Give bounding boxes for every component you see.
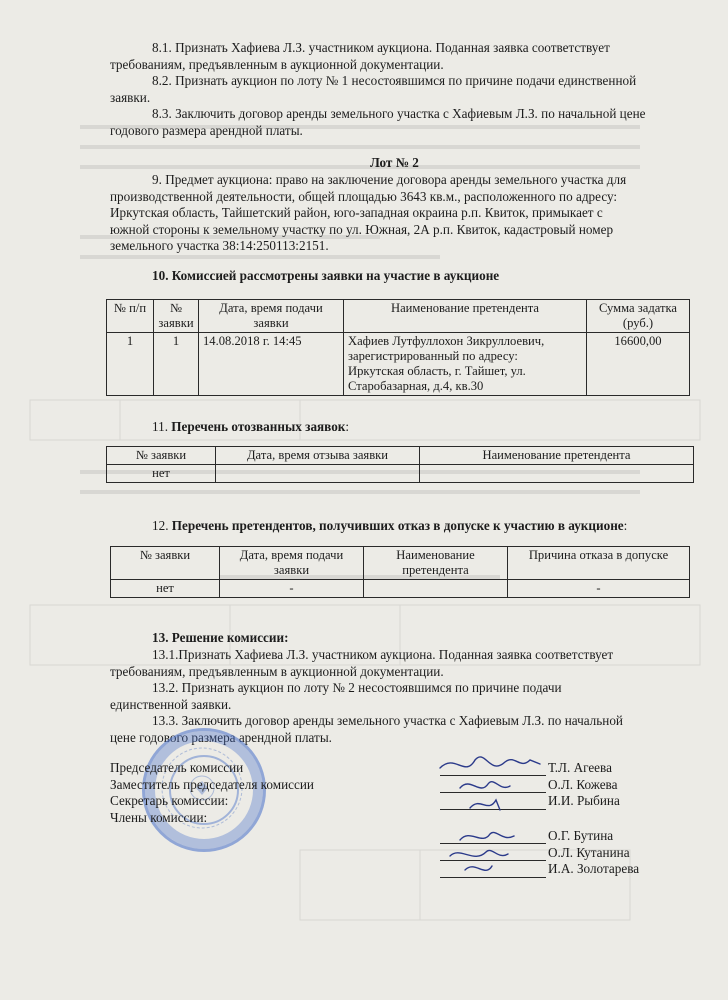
col-header-app: № заявки [111, 547, 220, 580]
table-row [107, 465, 694, 483]
table-row [111, 580, 690, 598]
col-header-name: Наименование претендента [344, 300, 587, 333]
section-11-number: 11. [152, 419, 168, 434]
lot-line: южной стороны к земельному участку по ул. Южная, 2А р.п. Квиток, кадастровый номер [110, 221, 614, 237]
lot-line: производственной деятельности, общей площадью 3643 кв.м., расположенного по адресу: [110, 188, 618, 204]
clause-8-2-line2: заявки. [110, 89, 151, 105]
cell-date: 14.08.2018 г. 14:45 [199, 333, 344, 396]
applications-table [106, 299, 690, 396]
lot-title: Лот № 2 [370, 155, 419, 170]
clause-8-2-line1: 8.2. Признать аукцион по лоту № 1 несостоявшимся по причине подачи единственной [152, 73, 637, 88]
clause-8-1-line2: требованиям, предъявленным в аукционной документации. [110, 56, 444, 72]
name-line: Иркутская область, г. Тайшет, ул. [348, 364, 526, 378]
table-header-row [111, 547, 690, 580]
cell-reason: - [508, 580, 690, 598]
clause-8-1 [110, 40, 685, 139]
col-header-date: Дата, время отзыва заявки [216, 447, 420, 465]
name-line: Хафиев Лутфуллохон Зикруллоевич, [348, 334, 545, 348]
section-11-title: Перечень отозванных заявок [171, 419, 346, 434]
role-deputy: Заместитель председателя комиссии [110, 776, 314, 792]
lot-subject [110, 172, 685, 255]
name-butina: О.Г. Бутина [548, 828, 614, 843]
section-10-heading: 10. Комиссией рассмотрены заявки на участие в аукционе [152, 268, 500, 283]
role-chair: Председатель комиссии [110, 760, 244, 775]
withdrawn-table [106, 446, 694, 483]
cell-name [344, 333, 587, 396]
clause-13-2-line1: 13.2. Признать аукцион по лоту № 2 несостоявшимся по причине подачи [152, 680, 562, 695]
section-12-colon: : [623, 518, 628, 533]
clause-8-3-line1: 8.3. Заключить договор аренды земельного участка с Хафиевым Л.З. по начальной цене [152, 106, 646, 121]
table-header-row [107, 447, 694, 465]
clause-13-2-line2: единственной заявки. [110, 696, 232, 712]
name-line: Старобазарная, д.4, кв.30 [348, 379, 484, 393]
col-header-app: № заявки [154, 300, 199, 333]
name-ageeva: Т.Л. Агеева [548, 760, 612, 775]
cell-date: - [220, 580, 364, 598]
section-12-heading [152, 518, 627, 535]
clause-8-1-line1: 8.1. Признать Хафиева Л.З. участником аукциона. Поданная заявка соответствует [152, 40, 610, 55]
section-13-heading: 13. Решение комиссии: [152, 630, 289, 645]
table-header-row [107, 300, 690, 333]
name-rybina: И.И. Рыбина [548, 793, 620, 808]
name-line: зарегистрированный по адресу: [348, 349, 518, 363]
name-kutanina: О.Л. Кутанина [548, 844, 630, 860]
cell-date [216, 465, 420, 483]
col-header-reason: Причина отказа в допуске [508, 547, 690, 580]
clause-13-3-line2: цене годового размера арендной платы. [110, 729, 332, 745]
section-12-number: 12. [152, 518, 169, 533]
col-header-date: Дата, время подачи заявки [220, 547, 364, 580]
cell-app: нет [107, 465, 216, 483]
rejected-table [110, 546, 690, 598]
name-kozheva: О.Л. Кожева [548, 776, 618, 792]
col-header-name: Наименование претендента [364, 547, 508, 580]
role-secretary: Секретарь комиссии: [110, 793, 229, 808]
col-header-num: № п/п [107, 300, 154, 333]
clause-13-1-line2: требованиям, предъявленным в аукционной документации. [110, 663, 444, 679]
cell-name [420, 465, 694, 483]
signature-names-members [548, 828, 639, 878]
clause-13-1-line1: 13.1.Признать Хафиева Л.З. участником аукциона. Поданная заявка соответствует [152, 647, 614, 662]
lot-line: земельного участка 38:14:250113:2151. [110, 238, 329, 253]
cell-app: нет [111, 580, 220, 598]
section-12-title: Перечень претендентов, получивших отказ в допуске к участию в аукционе [171, 518, 624, 533]
cell-app: 1 [154, 333, 199, 396]
handwritten-signatures [430, 748, 560, 888]
section-11-colon: : [345, 419, 350, 434]
col-header-name: Наименование претендента [420, 447, 694, 465]
col-header-app: № заявки [107, 447, 216, 465]
signature-roles [110, 760, 314, 826]
signature-names [548, 760, 620, 810]
lot-line: Иркутская область, Тайшетский район, юго-западная окраина р.п. Квиток, примыкает с [110, 205, 603, 220]
col-header-date: Дата, время подачи заявки [199, 300, 344, 333]
clause-8-3-line2: годового размера арендной платы. [110, 122, 303, 138]
cell-sum: 16600,00 [587, 333, 690, 396]
clause-13-3-line1: 13.3. Заключить договор аренды земельного участка с Хафиевым Л.З. по начальной [152, 713, 623, 728]
table-row [107, 333, 690, 396]
lot-line: 9. Предмет аукциона: право на заключение договора аренды земельного участка для [152, 172, 627, 187]
role-members: Члены комиссии: [110, 809, 208, 825]
section-11-heading [152, 419, 349, 436]
cell-name [364, 580, 508, 598]
col-header-sum: Сумма задатка (руб.) [587, 300, 690, 333]
name-zolotareva: И.А. Золотарева [548, 861, 640, 876]
cell-num: 1 [107, 333, 154, 396]
